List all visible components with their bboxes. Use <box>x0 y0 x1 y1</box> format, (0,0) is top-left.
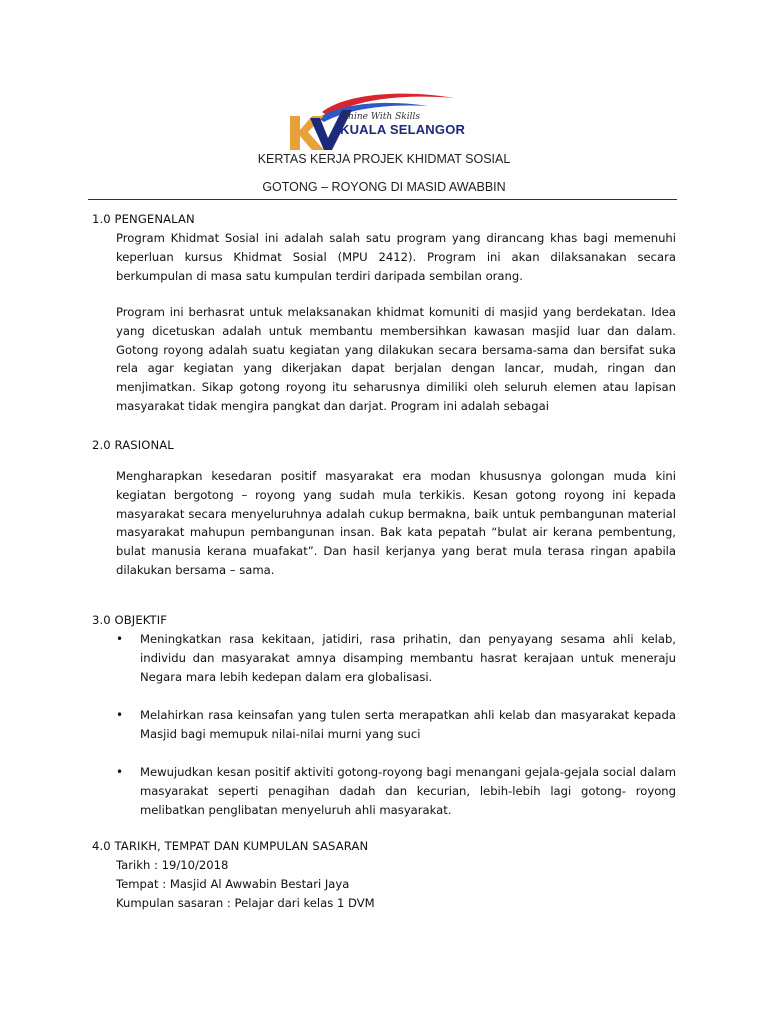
college-logo <box>288 88 466 152</box>
section-heading-rasional: 2.0 RASIONAL <box>92 438 174 452</box>
bullet-marker: • <box>116 708 124 722</box>
logo-tagline: Shine With Skills <box>342 112 420 122</box>
event-target-group: Kumpulan sasaran : Pelajar dari kelas 1 DVM <box>116 896 375 910</box>
rasional-paragraph: Mengharapkan kesedaran positif masyarakat era modan khususnya golongan muda kini kegiatan bergotong – royong yang sudah mula terkikis. Kesan gotong royong ini kepada masyarakat secara menyeluruhnya adalah cukup bermakna, baik untuk pembangunan material masyarakat mahupun pembangunan insan. Bak kata pepatah “bulat air kerana pembentung, bulat manusia kerana muafakat”. Dan hasil kerjanya yang berat mula terasa ringan apabila dilakukan bersama – sama. <box>116 469 676 577</box>
document-title: KERTAS KERJA PROJEK KHIDMAT SOSIAL <box>257 152 511 166</box>
objective-item: Mewujudkan kesan positif aktiviti gotong-royong bagi menangani gejala-gejala social dalam masyarakat seperti penagihan dadah dan kecurian, lebih-lebih lagi gotong- royong melibatkan penglibatan menyeluruh ahli masyarakat. <box>140 765 676 817</box>
event-date: Tarikh : 19/10/2018 <box>116 858 229 872</box>
objective-item: Meningkatkan rasa kekitaan, jatidiri, rasa prihatin, dan penyayang sesama ahli kelab, individu dan masyarakat amnya disamping membantu hasrat kerajaan untuk meneraju Negara mara lebih kedepan dalam era globalisasi. <box>140 632 676 684</box>
pengenalan-paragraph-2: Program ini berhasrat untuk melaksanakan khidmat komuniti di masjid yang berdekatan. Idea yang dicetuskan adalah untuk membantu membersihkan kawasan masjid luar dan dalam. Gotong royong adalah suatu kegiatan yang dilakukan secara bersama-sama dan bersifat suka rela agar kegiatan yang dikerjakan dapat berjalan dengan lancar, mudah, ringan dan menjimatkan. Sikap gotong royong itu seharusnya dimiliki oleh seluruh elemen atau lapisan masyarakat tidak mengira pangkat dan darjat. Program ini adalah sebagai <box>116 305 676 413</box>
section-heading-tarikh: 4.0 TARIKH, TEMPAT DAN KUMPULAN SASARAN <box>92 839 369 853</box>
section-heading-pengenalan: 1.0 PENGENALAN <box>92 212 195 226</box>
header-divider <box>88 199 677 200</box>
logo-brand-name: KUALA SELANGOR <box>340 122 466 137</box>
section-heading-objektif: 3.0 OBJEKTIF <box>92 613 168 627</box>
document-subtitle: GOTONG – ROYONG DI MASID AWABBIN <box>262 180 506 194</box>
pengenalan-paragraph-1: Program Khidmat Sosial ini adalah salah satu program yang dirancang khas bagi memenuhi keperluan kursus Khidmat Sosial (MPU 2412). Program ini akan dilaksanakan secara berkumpulan di masa satu kumpulan terdiri daripada sembilan orang. <box>116 231 676 283</box>
objective-item: Melahirkan rasa keinsafan yang tulen serta merapatkan ahli kelab dan masyarakat kepada Masjid bagi memupuk nilai-nilai murni yang suci <box>140 708 676 741</box>
bullet-marker: • <box>116 632 124 646</box>
event-place: Tempat : Masjid Al Awwabin Bestari Jaya <box>116 877 350 891</box>
bullet-marker: • <box>116 765 124 779</box>
